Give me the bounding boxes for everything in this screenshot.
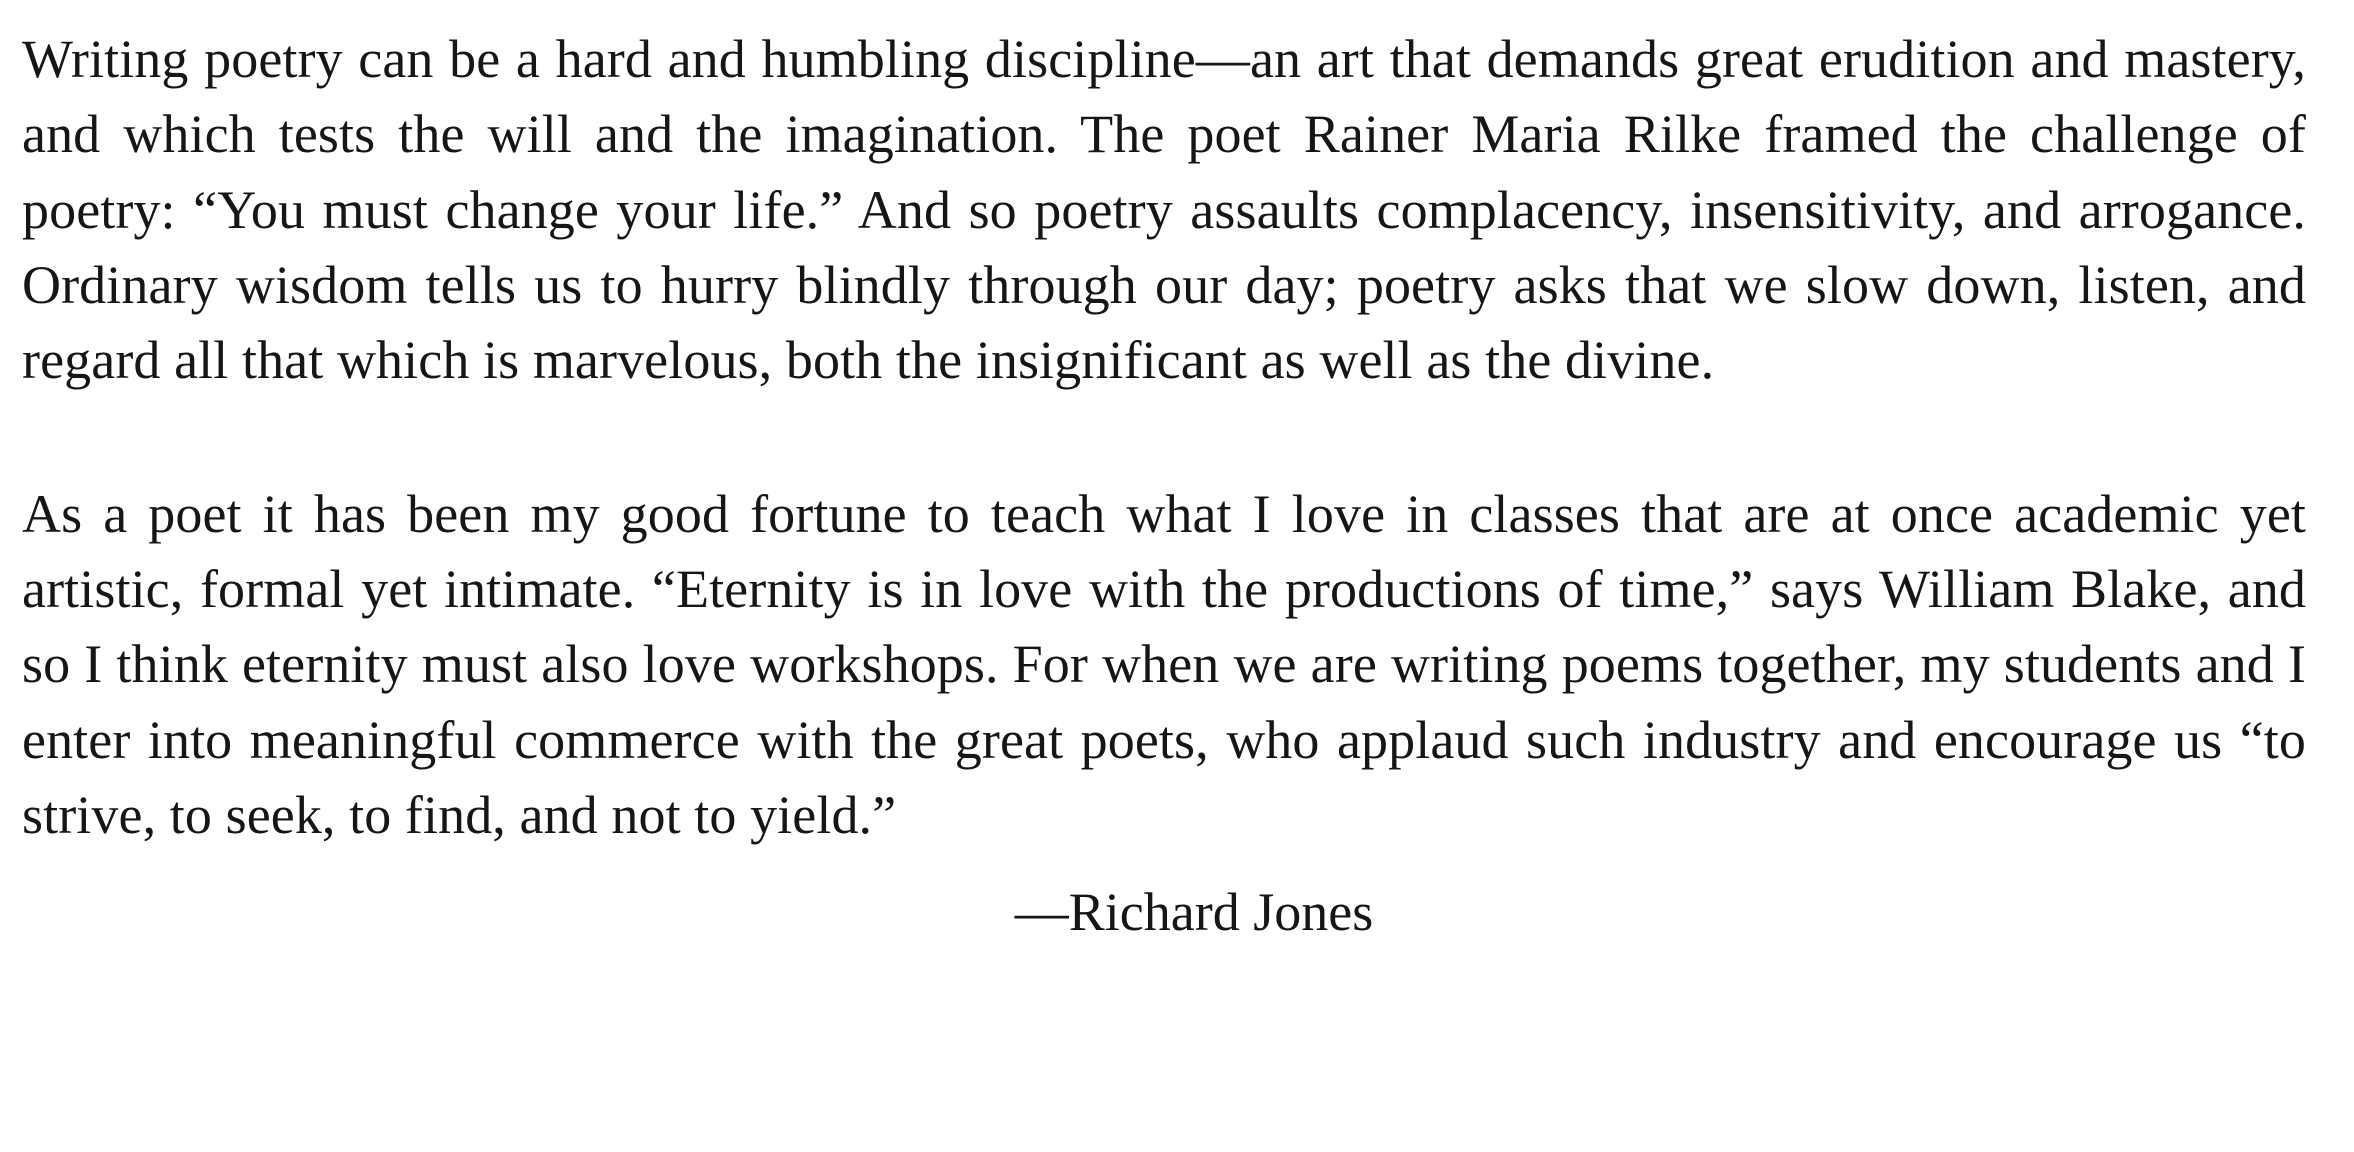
attribution-line: —Richard Jones bbox=[1014, 882, 1374, 943]
paragraph-1: Writing poetry can be a hard and humbling discipline—an art that demands great erudition and mastery, and which tests the will and the imagination. The poet Rainer Maria Rilke framed the challenge of poetry: “You must change your life.” And so poetry assaults complacency, insensitivity, and arrogance. Ordinary wisdom tells us to hurry blindly through our day; poetry asks that we slow down, listen, and regard all that which is marvelous, both the insignificant as well as the divine. bbox=[22, 29, 2306, 391]
paragraph-2: As a poet it has been my good fortune to teach what I love in classes that are at once academic yet artistic, formal yet intimate. “Eternity is in love with the productions of time,” says William Blake, and so I think eternity must also love workshops. For when we are writing poems together, my students and I enter into meaningful commerce with the great poets, who applaud such industry and encourage us “to strive, to seek, to find, and not to yield.” bbox=[22, 483, 2306, 845]
